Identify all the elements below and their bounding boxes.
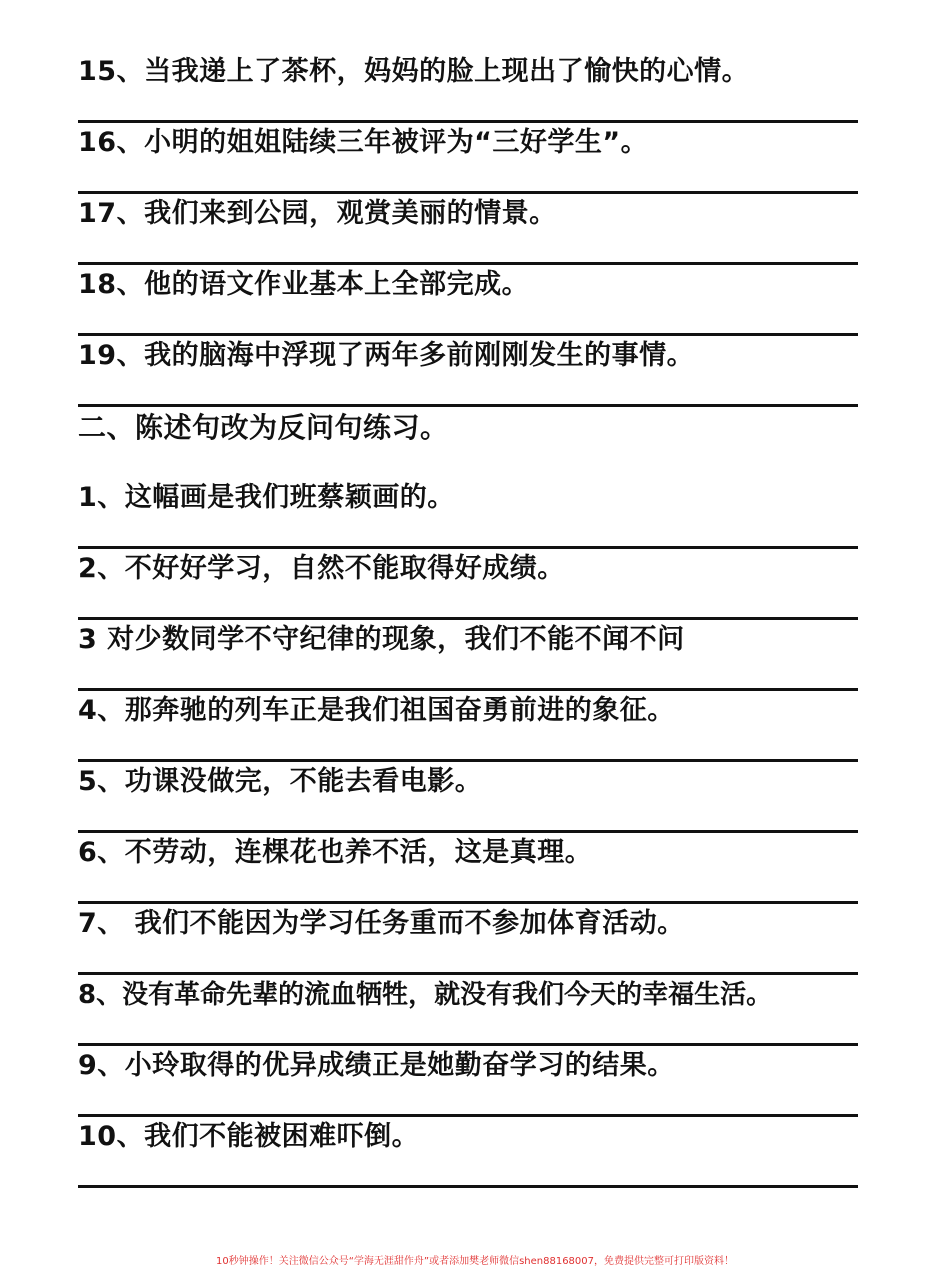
exercise-text: 8、没有革命先辈的流血牺牲，就没有我们今天的幸福生活。 <box>78 980 773 1010</box>
exercise-item-7 <box>78 904 858 976</box>
exercise-item-4 <box>78 691 858 763</box>
exercise-item-2 <box>78 549 858 621</box>
exercise-text: 16、小明的姐姐陆续三年被评为“三好学生”。 <box>78 127 649 158</box>
exercise-item-15 <box>78 52 858 124</box>
answer-line <box>78 1185 858 1188</box>
exercise-text: 6、不劳动，连棵花也养不活，这是真理。 <box>78 837 593 868</box>
exercise-item-19 <box>78 336 858 408</box>
exercise-item-16 <box>78 123 858 195</box>
exercise-text: 7、 我们不能因为学习任务重而不参加体育活动。 <box>78 908 685 939</box>
exercise-text: 15、当我递上了茶杯，妈妈的脸上现出了愉快的心情。 <box>78 56 750 87</box>
exercise-item-3 <box>78 620 858 692</box>
exercise-text: 5、功课没做完，不能去看电影。 <box>78 766 483 797</box>
exercise-text: 3 对少数同学不守纪律的现象，我们不能不闻不问 <box>78 624 685 655</box>
exercise-item-5 <box>78 762 858 834</box>
exercise-item-10 <box>78 1117 858 1189</box>
exercise-text: 9、小玲取得的优异成绩正是她勤奋学习的结果。 <box>78 1050 675 1081</box>
exercise-item-6 <box>78 833 858 905</box>
exercise-item-17 <box>78 194 858 266</box>
exercise-text: 4、那奔驰的列车正是我们祖国奋勇前进的象征。 <box>78 695 675 726</box>
exercise-text: 2、不好好学习，自然不能取得好成绩。 <box>78 553 565 584</box>
exercise-text: 17、我们来到公园，观赏美丽的情景。 <box>78 198 557 229</box>
exercise-item-18 <box>78 265 858 337</box>
exercise-item-1 <box>78 478 858 550</box>
exercise-text: 18、他的语文作业基本上全部完成。 <box>78 269 530 300</box>
exercise-text: 10、我们不能被困难吓倒。 <box>78 1121 420 1152</box>
exercise-item-9 <box>78 1046 858 1118</box>
exercise-item-8 <box>78 975 858 1047</box>
exercise-text: 1、这幅画是我们班蔡颖画的。 <box>78 482 455 513</box>
section-title: 二、陈述句改为反问句练习。 <box>78 411 449 444</box>
exercise-text: 19、我的脑海中浮现了两年多前刚刚发生的事情。 <box>78 340 695 371</box>
footer-notice: 10秒钟操作！关注微信公众号“学海无涯甜作舟”或者添加樊老师微信shen88168007，免费提供完整可打印版资料！ <box>215 1256 735 1267</box>
